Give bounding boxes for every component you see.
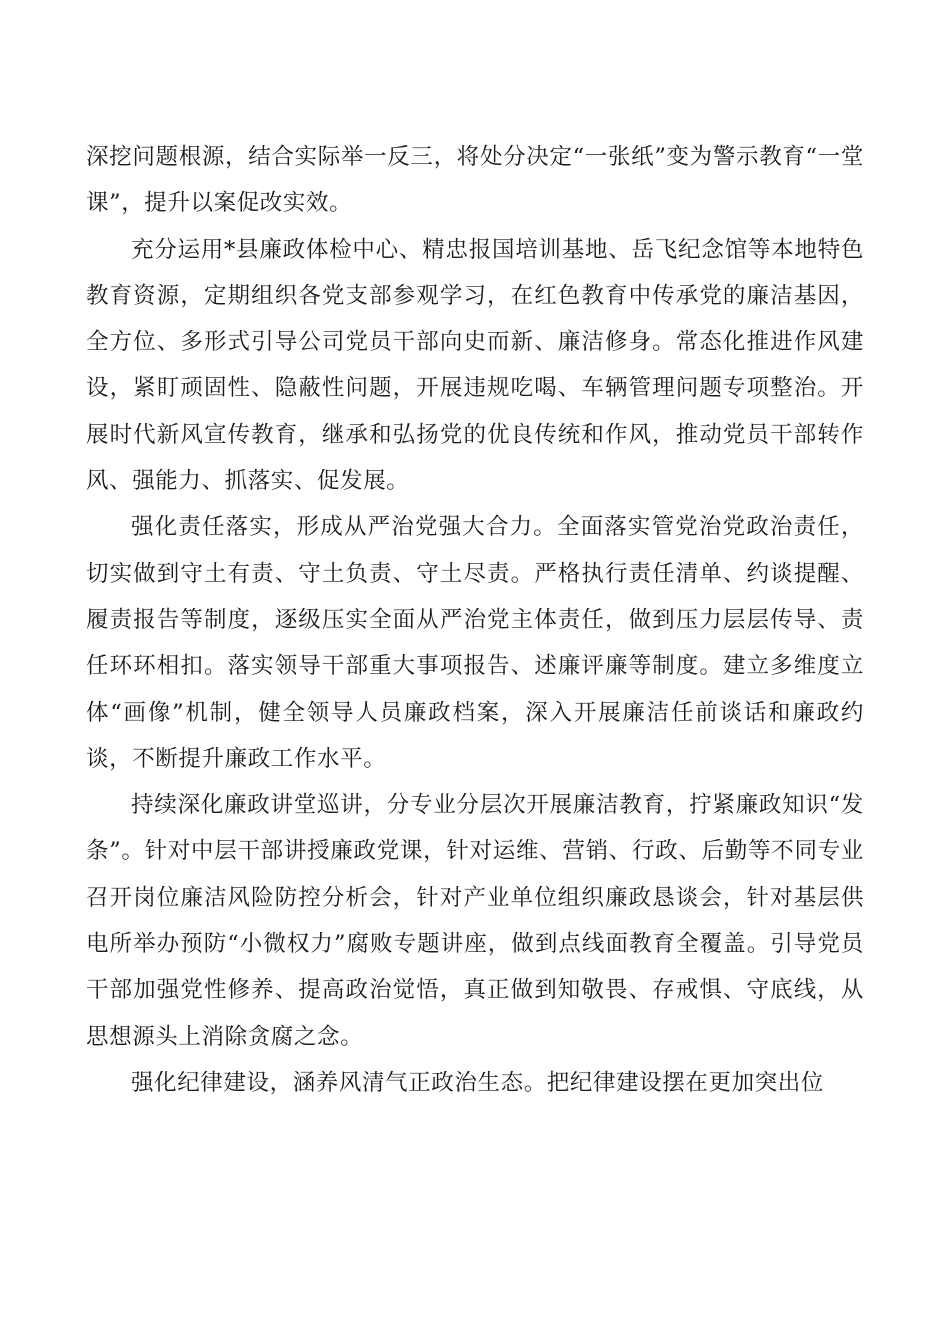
paragraph-discipline: 强化纪律建设，涵养风清气正政治生态。把纪律建设摆在更加突出位 <box>131 1069 825 1096</box>
document-body <box>86 134 864 1106</box>
paragraph-continuation: 深挖问题根源，结合实际举一反三，将处分决定“一张纸”变为警示教育“一堂课”，提升以案促改实效。 <box>86 144 864 217</box>
paragraph-responsibility: 强化责任落实，形成从严治党强大合力。全面落实管党治党政治责任，切实做到守土有责、守土负责、守土尽责。严格执行责任清单、约谈提醒、履责报告等制度，逐级压实全面从严治党主体责任，做到压力层层传导、责任环环相扣。落实领导干部重大事项报告、述廉评廉等制度。建立多维度立体“画像”机制，健全领导人员廉政档案，深入开展廉洁任前谈话和廉政约谈，不断提升廉政工作水平。 <box>86 514 864 772</box>
paragraph-integrity-lectures: 持续深化廉政讲堂巡讲，分专业分层次开展廉洁教育，拧紧廉政知识“发条”。针对中层干部讲授廉政党课，针对运维、营销、行政、后勤等不同专业召开岗位廉洁风险防控分析会，针对产业单位组织廉政恳谈会，针对基层供电所举办预防“小微权力”腐败专题讲座，做到点线面教育全覆盖。引导党员干部加强党性修养、提高政治觉悟，真正做到知敬畏、存戒惧、守底线，从思想源头上消除贪腐之念。 <box>86 792 864 1050</box>
paragraph-education-resources: 充分运用*县廉政体检中心、精忠报国培训基地、岳飞纪念馆等本地特色教育资源，定期组织各党支部参观学习，在红色教育中传承党的廉洁基因，全方位、多形式引导公司党员干部向史而新、廉洁修身。常态化推进作风建设，紧盯顽固性、隐蔽性问题，开展违规吃喝、车辆管理问题专项整治。开展时代新风宣传教育，继承和弘扬党的优良传统和作风，推动党员干部转作风、强能力、抓落实、促发展。 <box>86 236 864 495</box>
